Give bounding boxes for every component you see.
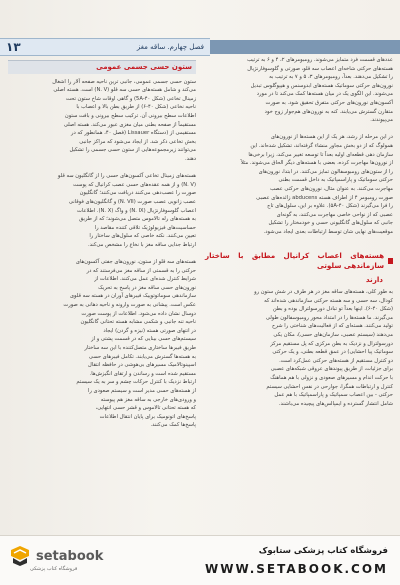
- footer-banner: [0, 535, 400, 585]
- text-line: هسته‌های حرکتی شاخه‌ای اعصاب سه قلو، صورتی و گلوسوفارنژیال: [247, 65, 393, 72]
- text-line: ارتباط جدایی ساقه مغز با نخاع را مشخص می‌کند.: [87, 241, 196, 248]
- right-heading-row: [205, 251, 393, 271]
- text-line: می‌کند و شامل هسته‌های حسی سه قلو (N. V) است. هسته اصلی: [53, 87, 196, 94]
- text-line: [8, 249, 196, 258]
- text-line: [205, 236, 393, 245]
- text-line: جانبی که سلول‌های گانگلیونی حسی و خودمختار را تشکیل: [268, 220, 393, 227]
- text-line: اعصاب گلوسوفارنژیال (N. IX) و واگ (N. X). اطلاعات: [76, 207, 196, 214]
- text-line: که هسته تحتانی تالاموس و قشر حسی انتهایی،: [95, 405, 196, 412]
- text-line: سازمان دهی قطعه‌ای اولیه بعداً تا توسعه تغییر می‌کند، زیرا برخی‌ها: [248, 151, 393, 158]
- text-line: همولوگ که از دو بخش مجاور منشاء گرفته‌اند، تشکیل شده‌اند. این: [250, 142, 393, 149]
- text-line: صورت رومبومر ۴ از اطراف هسته abducens زائده‌های عصبی: [256, 194, 393, 201]
- text-line: پاسخ‌ها کمک می‌کنند.: [150, 422, 196, 429]
- left-body-text: [8, 78, 196, 430]
- text-line: صورت را عصب‌دهی می‌کنند دریافت می‌کنند؛ گانگلیون: [79, 190, 196, 197]
- text-line: دهند.: [185, 155, 196, 162]
- text-line: تولید می‌کنند. هسته‌ای که از فعالیت‌های شناختی را شرح: [272, 323, 393, 330]
- chapter-title: فصل چهارم. ساقه مغز: [136, 43, 204, 51]
- text-line: شرایط کنترل شده‌ای عمل می‌کنند. اطلاعات از: [94, 276, 196, 283]
- text-line: عصب زانویی عصب صورت (N. VII) و گانگلیون‌های فوقانی: [68, 198, 196, 205]
- text-line: دو کنترل مستقیم از هسته‌های حرکتی عمل‌کرد است.: [279, 357, 393, 364]
- logo-text: setabook: [36, 548, 104, 564]
- page-number: ۱۳: [6, 40, 21, 54]
- text-line: شامل انتشار گسترده و ایمپالس‌های پیچیده می‌باشند.: [278, 400, 393, 407]
- text-line: در انتهای صورتی هسته (نیزه و گردن) ایجاد: [103, 327, 196, 334]
- text-line: می‌شوند. این الگوی یک در میان هسته‌ها کمک می‌کند تا در مورد: [256, 91, 393, 98]
- text-line: ناحیه نخاعی (شکل ۴۰-۶) از طریق بطن بالا و اعصاب با: [76, 104, 196, 111]
- text-line: نورون‌های حسی ساقه مغز در پاسخ به تحریک: [98, 284, 196, 291]
- text-line: ارتباط نزدیک با کنترل حرکات چشم و سر به یک سیستم: [76, 379, 196, 386]
- text-line: هسته‌های سه قلو از ستون، نورون‌های جفتی آکسون‌های: [75, 259, 196, 266]
- text-line: تعیین می‌کنند. نکته خاصی که سلول‌های ساختار را: [89, 233, 196, 240]
- text-line: آکسون‌های نورون‌های حرکتی متفرق تحقیق شود. به صورت: [265, 99, 393, 106]
- right-section-heading: [205, 251, 393, 285]
- left-section-title: ستون حسی جسمی عمومی: [96, 63, 192, 71]
- text-line: و ورودی‌های خارجی به ساقه مغز هم پیوسته: [100, 396, 196, 403]
- right-section-title-line1: هسته‌های اعصاب کرانیال مطابق با ساختار سازماندهی سلوتی: [205, 251, 385, 271]
- text-line: حرکتی را به قسمتی از ساقه مغز می‌فرستند که در: [86, 267, 196, 274]
- text-line: می‌توانند زیرمجموعه‌هایی از ستون حسی جسمی را تشکیل: [69, 147, 196, 154]
- right-body-text-2: [205, 288, 393, 408]
- text-line: طریق فیبرها ساختاری متصل‌کننده با این سه ساختار: [84, 345, 196, 351]
- text-line: عصبی که از نواحی خاصی مهاجرت می‌کنند، به گونه‌ای: [276, 211, 393, 218]
- text-line: نورون‌های حرکتی سوماتیک هسته‌های ابدوسنس و هیپوگلوس تبدیل: [250, 82, 393, 89]
- text-line: (شکل ۴۰-۶). اینها بعداً تو تبادل دورسولترال بوده و بطن: [272, 306, 393, 313]
- text-line: عددهای قسمت فرد متمایز می‌شوند. رومبومرهای ۲، ۴ و ۶ به ترتیب: [247, 57, 393, 63]
- text-line: مهاجرت می‌کنند. به عنوان مثال، نورون‌های حرکتی عصب: [270, 185, 393, 192]
- text-line: بخش تخاعی ذکر شد. از ایجاد می‌شود که مراکز جانبی: [79, 138, 196, 145]
- text-line: سیستم‌های حسی بینایی که در قسمت پشتی و از: [91, 336, 196, 343]
- text-line: حساسیت‌های فیزیولوژیک تلاقی کننده مقاصد را: [94, 224, 196, 231]
- text-line: مستقیمی از (دستگاه Lissauer (فصل ۴۰، همانطور که در: [70, 130, 196, 137]
- text-line: (N. V) و از همه عقده‌های حسی عصب کرانیال که پوست: [73, 181, 196, 188]
- text-line: را از ستون‌های رومبوسفالون تمایز می‌کنند. در ابتدا، نورون‌های: [258, 168, 393, 175]
- text-line: متقارن گسترش می‌یابند. کنه به نورون‌های هم‌جوار زوج خود: [264, 108, 393, 115]
- text-line: دورسولترال و نزدیک به بطن مرکزی که پل مستقیم مرکز: [270, 340, 393, 347]
- bullet-square-icon: [388, 258, 393, 264]
- text-line: دوسال نشان داده می‌شود. اطلاعات از پوست صورت: [81, 310, 196, 317]
- running-header: [0, 38, 210, 56]
- text-line: کنترل و ارتباطات همگرا، جوارحی در نفس احشایی سیستم: [266, 383, 393, 390]
- text-line: هسته‌های زمینال تخاعی آکسون‌های حسی را از گانگلیون سه قلو: [57, 173, 196, 180]
- text-line: [205, 125, 393, 134]
- text-line: عکس است. پیشانی به صورت وارونه و ناحیه دهانی به صورت: [63, 302, 196, 309]
- text-line: سوماتیک پیا احشایی) در عمق قطعه بطنی، و یک حرکتی: [272, 349, 393, 356]
- right-column: [205, 56, 393, 408]
- text-line: به طور کلی، هسته‌های ساقه مغز در هر طرف در شش ستون رو: [254, 289, 393, 296]
- text-line: می‌گیرند. ما هسته‌ها را در امتداد محور رومبوسفالون طولی: [265, 314, 393, 321]
- text-line: از هسته‌های حسی مدیر است و سیستم صعودی را: [87, 387, 196, 394]
- text-line: ستون حسی جسمی عمومی، جانبی ترین ناحیه صفحه آلار را اشغال: [52, 78, 196, 85]
- text-line: از نورون‌ها مهاجرت کرده، بعضی با هسته‌های دیگر الحاق می‌شوند. مثلاً: [240, 160, 393, 167]
- text-line: با حرکت اندام و مسیرهای صعودی و نزولی با هم هماهنگ: [270, 375, 393, 381]
- text-line: ناحیه تنه جانبی و شکمی مشابه هسته تحتانی گانگلیون: [80, 319, 196, 326]
- text-line: مستقیماً از صفحه بطنی میان مغزی عبور می‌کند. هسته اصلی: [63, 121, 196, 128]
- right-section-title-line2: دارند: [365, 275, 383, 285]
- website-url[interactable]: WWW.SETABOOK.COM: [204, 562, 388, 576]
- text-line: حرکتی - بین اعصاب سمپاتیک و پاراسمپاتیک با هم عمل: [274, 392, 393, 399]
- left-section-heading: [8, 60, 196, 74]
- store-name: فروشگاه کتاب پزشکی ستابوک: [258, 546, 388, 556]
- text-line: می‌پیوندند.: [370, 117, 393, 124]
- logo-subtitle: فروشگاه کتاب پزشکی: [30, 566, 78, 572]
- text-line: موقعیت‌های نهایی شان توسط ارتباطات بعدی ایجاد می‌شود.: [263, 228, 393, 235]
- setabook-logo: [8, 544, 103, 568]
- text-line: اسپینوتالامیک مسیرهای بی‌هوشی در حافظه انتقال: [88, 362, 196, 369]
- left-column: [8, 60, 196, 430]
- text-line: اطلاعات سطح بیرونی آن. ترکیب سطح بیرونی و بافت ستون: [64, 112, 196, 119]
- text-line: را تشکیل می‌دهند. بعداً، رومبومرهای ۳، ۵ و ۷ به ترتیب به: [269, 74, 393, 81]
- text-line: حرکتی سوماتیک و پاراسمپاتیک به داخل قسمت بطنی: [278, 177, 393, 184]
- text-line: زمینال تخاعی (شکل ۴۰-5A) و گاهی اوقات شاخ ستون تحت: [66, 95, 196, 102]
- right-body-text: [205, 56, 393, 245]
- text-line: می‌دهند (سیستم عصبی، سازمان‌های حسی)، مکان یکی: [273, 332, 393, 339]
- text-line: کودال، سه حسی و سه هسته حرکتی سازماندهی شده‌اند که: [264, 297, 393, 304]
- text-line: را فرا می‌گیرند (شکل ۴۰-۵A). علاوه بر این، سلول‌های تاج: [267, 203, 393, 210]
- text-line: مستقیم شده است و رساندن و ارتقای انگیزش‌ها.: [89, 370, 196, 377]
- text-line: در این مرحله از رشد، هر یک از این هسته‌ها از نورون‌های: [270, 134, 393, 141]
- text-line: برای جزئیات، از طریق پیوندهای عروقی شبکه‌های عصبی: [270, 366, 393, 373]
- text-line: به هسته‌ها گسترش می‌یابند. تکامل فیبرهای حسی: [88, 353, 196, 360]
- text-line: به هسته‌های رله تالاموس متصل می‌شوند؛ که از طریق: [79, 216, 196, 223]
- text-line: پاسخ‌های اتونومیک برای پایان انتقال اطلاعات: [99, 413, 196, 420]
- text-line: [8, 164, 196, 173]
- text-line: سازماندهی سوماتوتوپیک فیبرهای آوران در هسته سه قلوی: [70, 293, 196, 300]
- logo-mark-icon: [8, 544, 32, 568]
